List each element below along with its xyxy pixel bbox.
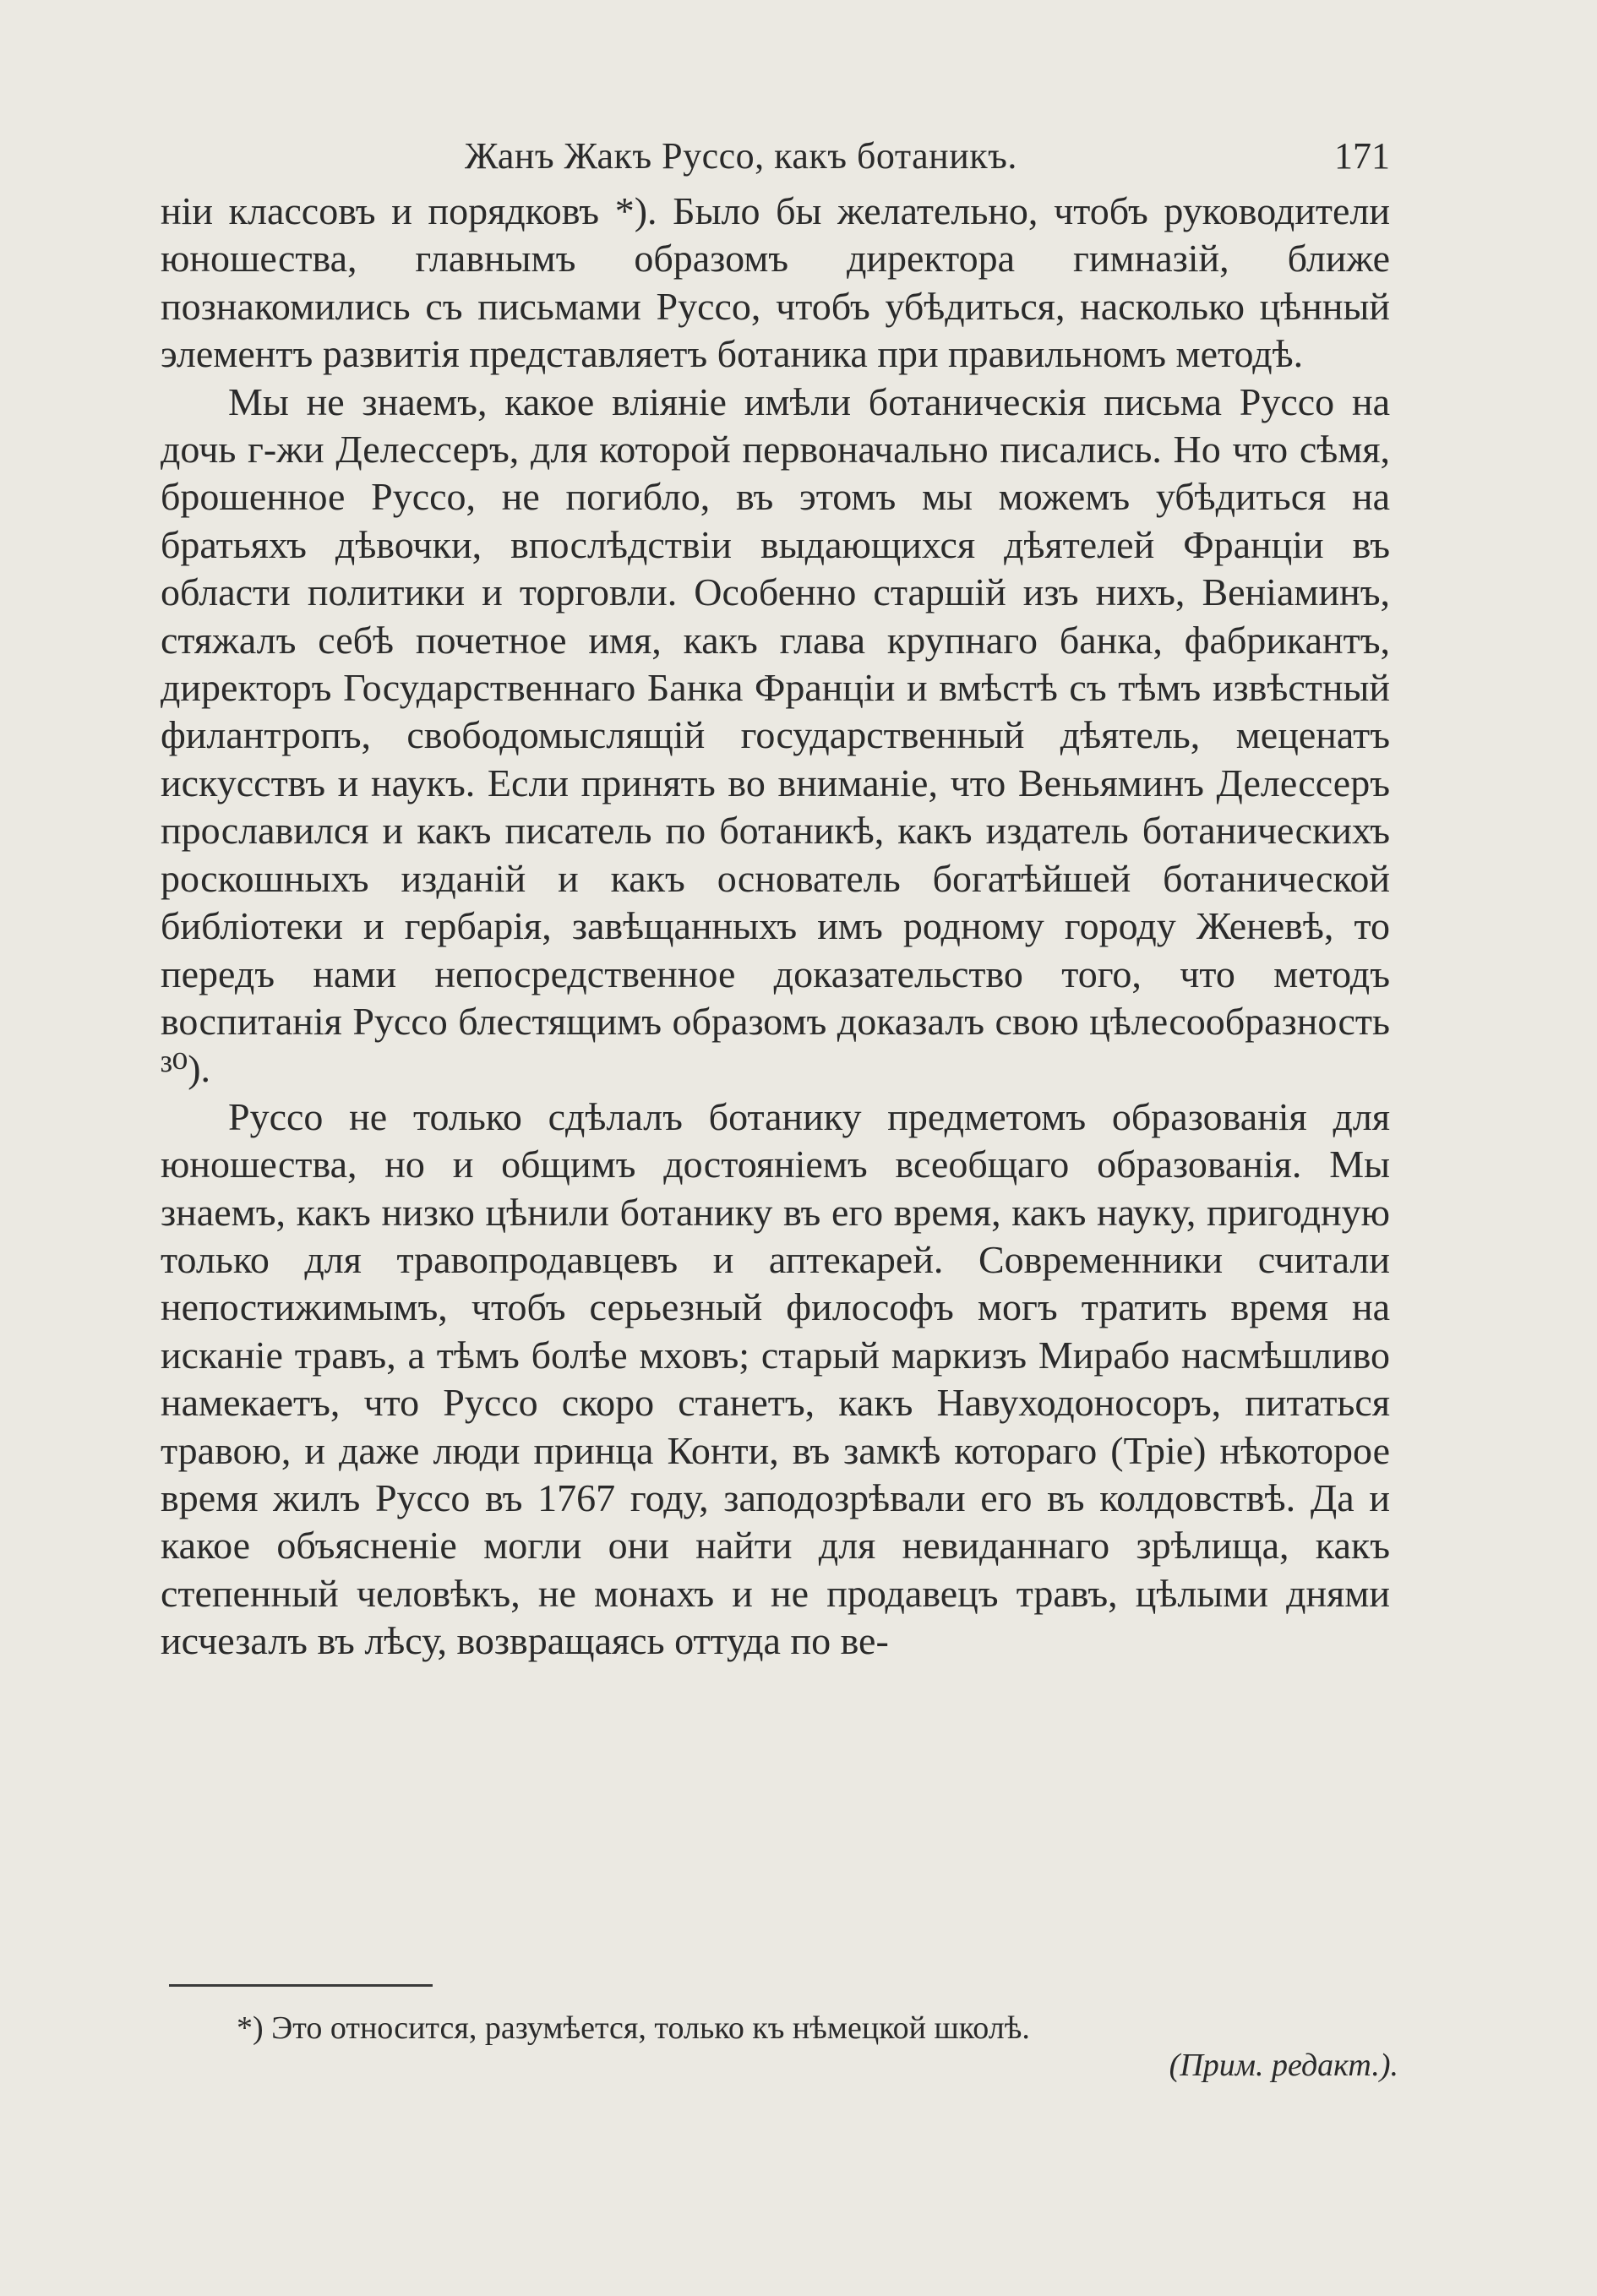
footnote-credit: (Прим. редакт.). bbox=[1169, 2048, 1398, 2083]
paragraph: ніи классовъ и порядковъ *). Было бы желательно, чтобъ руководители юношества, главнымъ образомъ директора гимназій, ближе познакомились съ письмами Руссо, чтобъ убѣдиться, насколько цѣнный элементъ развитія представляетъ ботаника при правильномъ методѣ. bbox=[161, 189, 1390, 376]
footnote-rule bbox=[169, 1984, 433, 1987]
running-head: Жанъ Жакъ Руссо, какъ ботаникъ. bbox=[465, 135, 1017, 177]
page-header bbox=[161, 127, 1390, 186]
paragraph: Руссо не только сдѣлалъ ботанику предметомъ образованія для юношества, но и общимъ достояніемъ всеобщаго образованія. Мы знаемъ, какъ низко цѣнили ботанику въ его время, какъ науку, пригодную только для травопродавцевъ и аптекарей. Современники считали непостижимымъ, чтобъ серьезный философъ могъ тратить время на исканіе травъ, а тѣмъ болѣе мховъ; старый маркизъ Мирабо насмѣшливо намекаетъ, что Руссо скоро станетъ, какъ Навуходоносоръ, питаться травою, и даже люди принца Конти, въ замкѣ котораго (Тріе) нѣкоторое время жилъ Руссо въ 1767 году, заподозрѣвали его въ колдовствѣ. Да и какое объясненіе могли они найти для невиданнаго зрѣлища, какъ степенный человѣкъ, не монахъ и не продавецъ травъ, цѣлыми днями исчезалъ въ лѣсу, возвращаясь оттуда по ве- bbox=[161, 1094, 1390, 1663]
page-number: 171 bbox=[1334, 135, 1390, 177]
footnote: *) Это относится, разумѣется, только къ нѣмецкой школѣ. bbox=[237, 2010, 1030, 2046]
paragraph: Мы не знаемъ, какое вліяніе имѣли ботаническія письма Руссо на дочь г-жи Делессеръ, для которой первоначально писались. Но что сѣмя, брошенное Руссо, не погибло, въ этомъ мы можемъ убѣдиться на братьяхъ дѣвочки, впослѣдствіи выдающихся дѣятелей Франціи въ области политики и торговли. Особенно старшій изъ нихъ, Веніаминъ, стяжалъ себѣ почетное имя, какъ глава крупнаго банка, фабрикантъ, директоръ Государственнаго Банка Франціи и вмѣстѣ съ тѣмъ извѣстный филантропъ, свободомыслящій государственный дѣятель, меценатъ искусствъ и наукъ. Если принять во вниманіе, что Веньяминъ Делессеръ прославился и какъ писатель по ботаникѣ, какъ издатель ботаническихъ роскошныхъ изданій и какъ основатель богатѣйшей ботанической библіотеки и гербарія, завѣщанныхъ имъ родному городу Женевѣ, то передъ нами непосредственное доказательство того, что методъ воспитанія Руссо блестящимъ образомъ доказалъ свою цѣлесообразность ³⁰). bbox=[161, 379, 1390, 1091]
body-text bbox=[161, 188, 1390, 1666]
